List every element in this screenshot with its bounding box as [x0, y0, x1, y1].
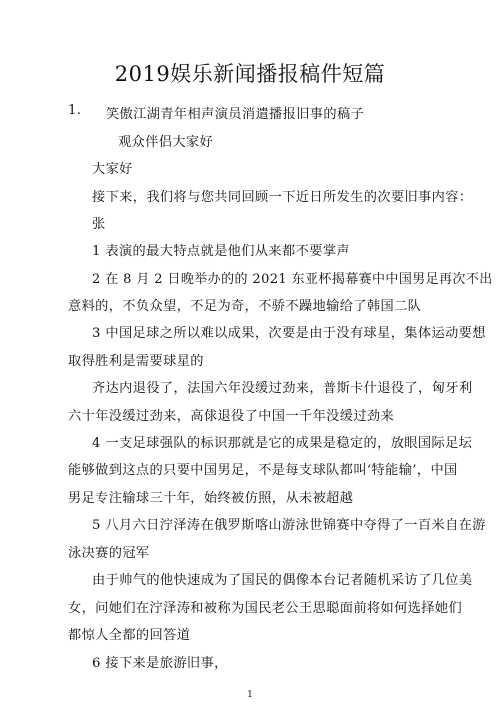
paragraph-line: 由于帅气的他快速成为了国民的偶像本台记者随机采访了几位美 [92, 573, 473, 588]
paragraph-line: 观众伴侣大家好 [118, 135, 214, 150]
paragraph-line: 泳决赛的冠军 [68, 546, 150, 561]
paragraph-line: 取得胜利是需要球星的 [68, 354, 204, 369]
paragraph-line: 女，问她们在泞泽涛和被称为国民老公王思聪面前将如何选择她们 [68, 601, 463, 616]
paragraph-line: 3 中国足球之所以难以成果，次要是由于没有球星，集体运动要想 [92, 326, 486, 341]
paragraph-line: 都惊人全都的回答道 [68, 628, 191, 643]
paragraph-line: 能够做到这点的只要中国男足，不是每支球队都叫‘特能输’，中国 [68, 463, 458, 478]
paragraph-line: 意料的，不负众望，不足为奇，不骄不躁地输给了韩国二队 [68, 299, 422, 314]
headline: 笑傲江湖青年相声演员消遣播报旧事的稿子 [106, 107, 365, 122]
paragraph-line: 5 八月六日泞泽涛在俄罗斯喀山游泳世锦赛中夺得了一百米自在游 [92, 518, 486, 533]
document-title: 2019娱乐新闻播报稿件短篇 [114, 62, 386, 86]
paragraph-line: 6 接下来是旅游旧事， [92, 656, 228, 671]
paragraph-line: 男足专注输球三十年，始终被仿照，从未被超越 [68, 491, 354, 506]
list-number: 1. [68, 103, 82, 118]
paragraph-line: 张 [92, 217, 106, 232]
paragraph-line: 接下来，我们将与您共同回顾一下近日所发生的次要旧事内容： [92, 190, 473, 205]
paragraph-line: 齐达内退役了，法国六年没缓过劲来，普斯卡什退役了，匈牙利 [92, 381, 473, 396]
page-number: 1 [247, 690, 253, 700]
paragraph-line: 大家好 [92, 162, 133, 177]
paragraph-line: 4 一支足球强队的标识那就是它的成果是稳定的，放眼国际足坛 [92, 436, 473, 451]
paragraph-line: 1 表演的最大特点就是他们从来都不要掌声 [92, 244, 350, 259]
paragraph-line: 六十年没缓过劲来，高俅退役了中国一千年没缓过劲来 [68, 409, 395, 424]
paragraph-line: 2 在 8 月 2 日晚举办的的 2021 东亚杯揭幕赛中中国男足再次不出 [92, 272, 493, 287]
